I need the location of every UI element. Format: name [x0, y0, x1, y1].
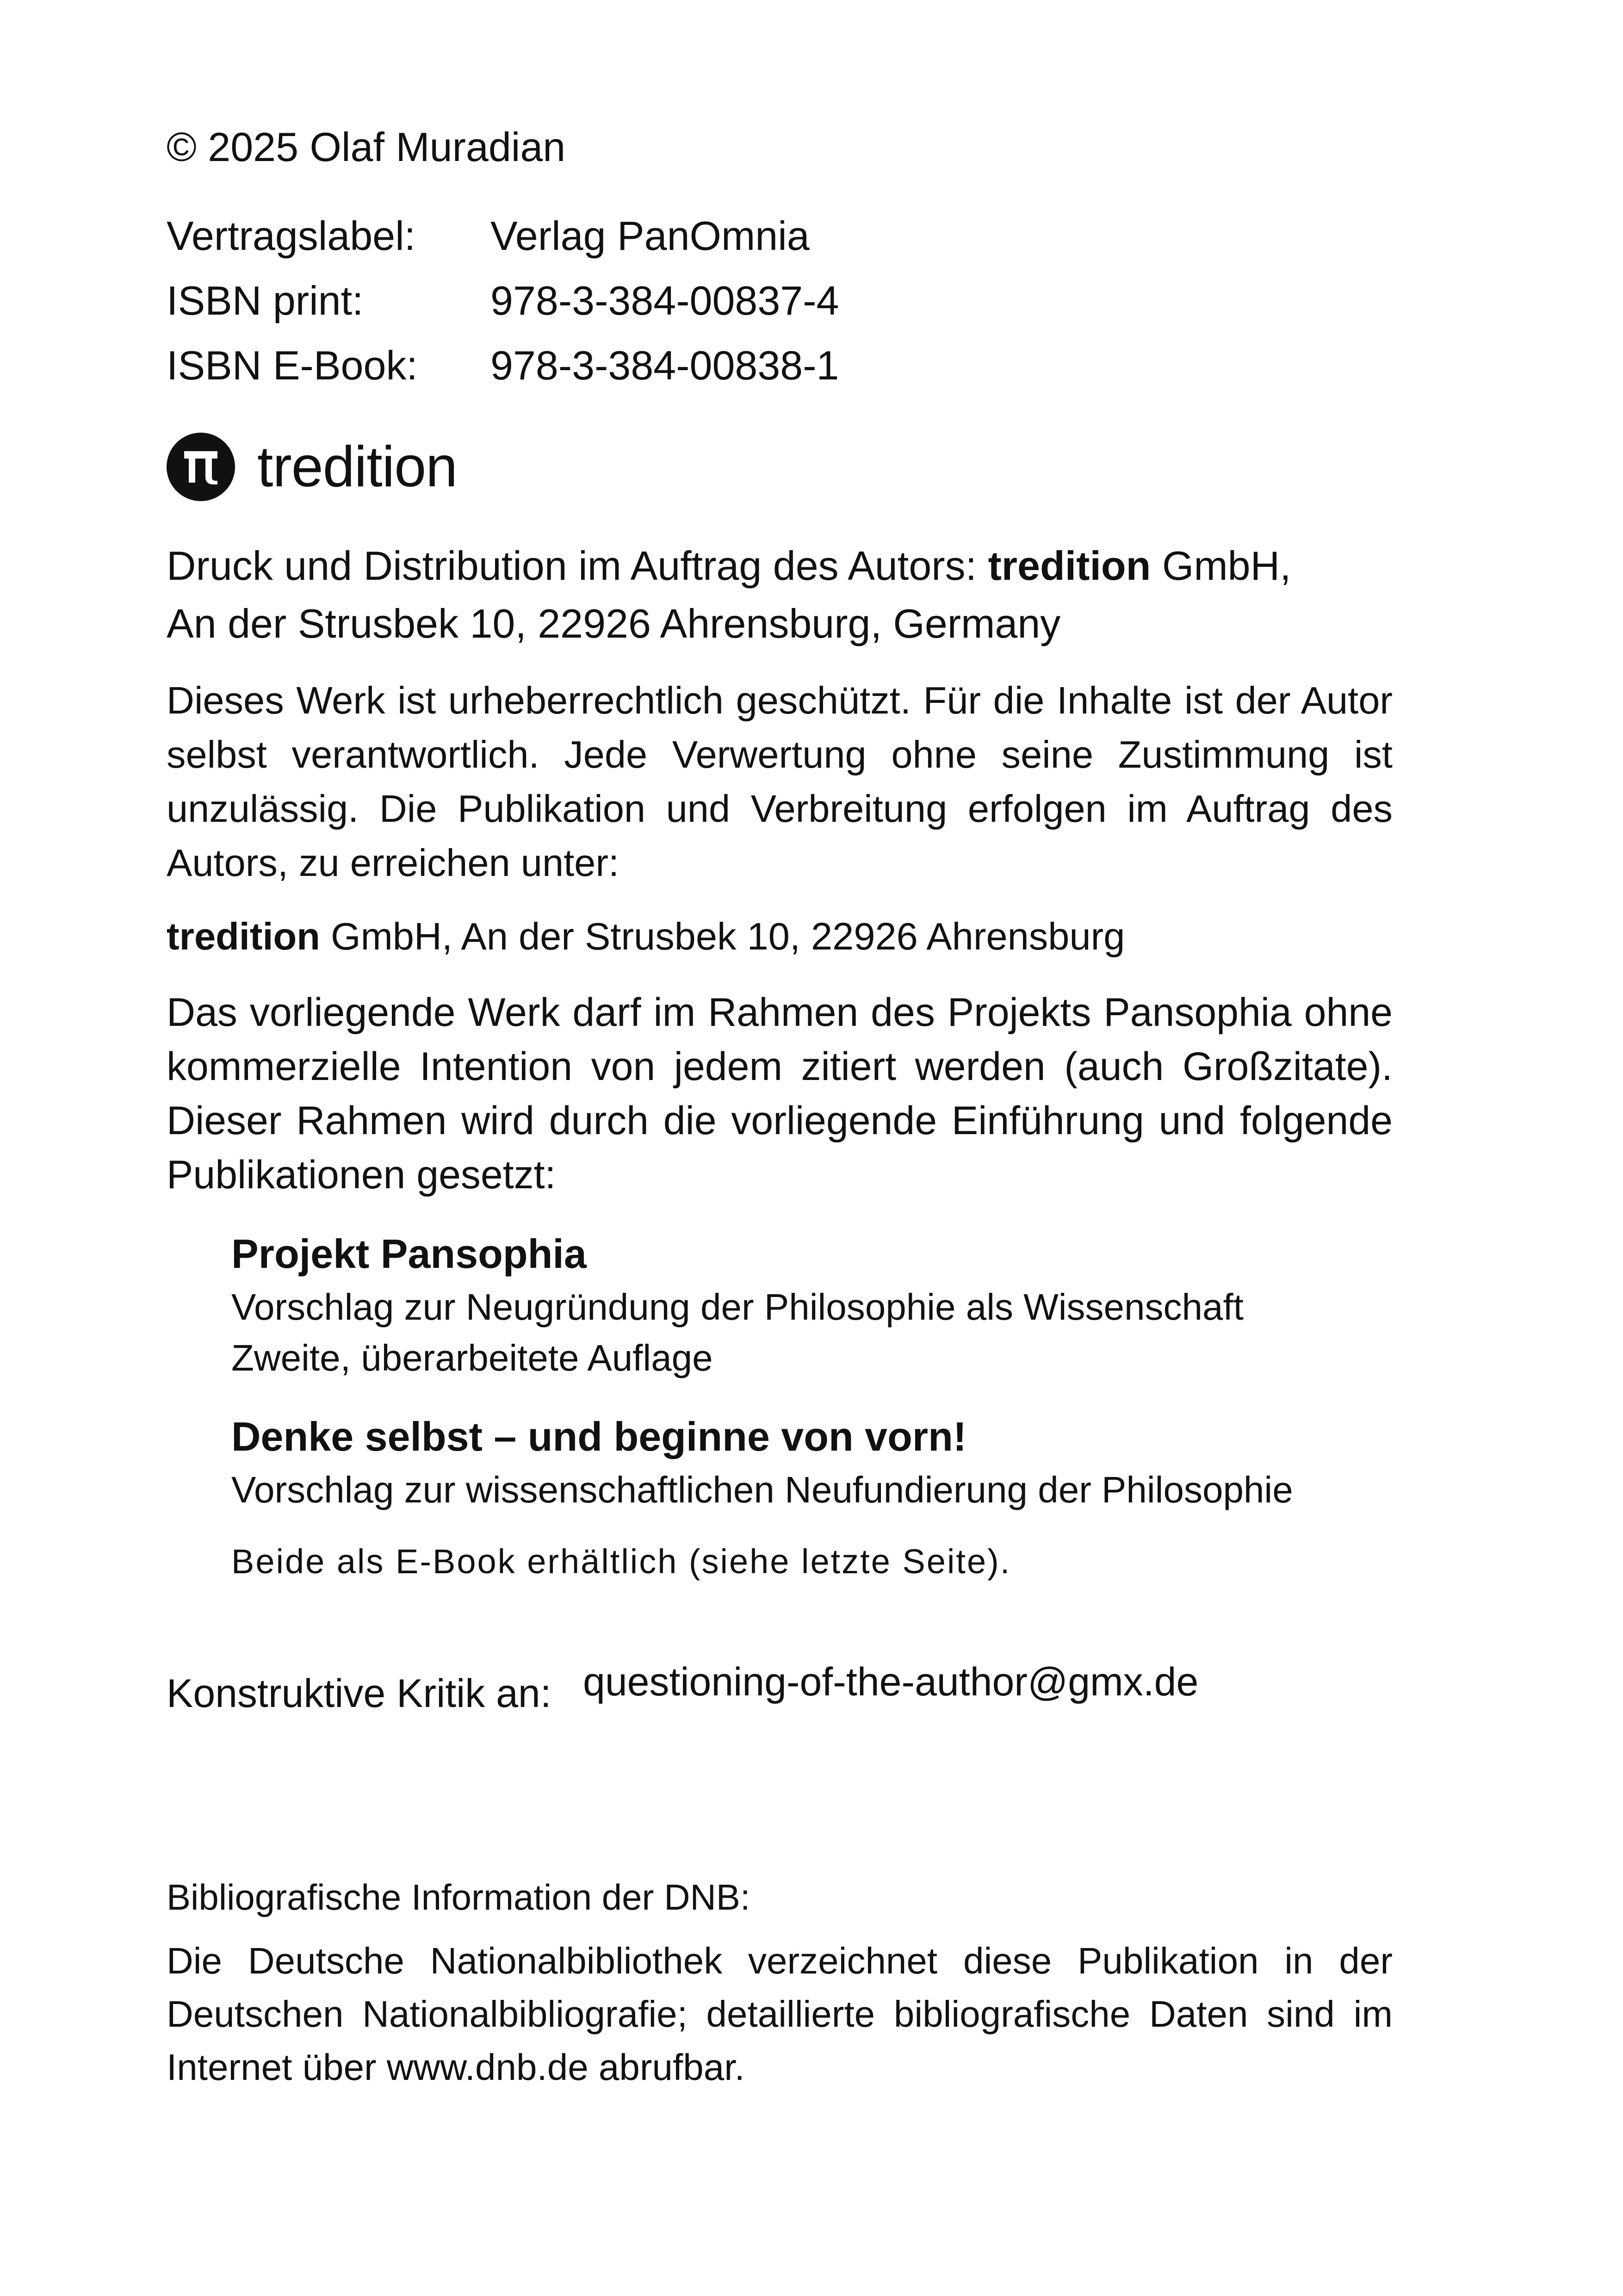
- publication-entry: [231, 1226, 1434, 1384]
- print-distribution-suffix: GmbH,: [1151, 543, 1291, 589]
- publication-subtitle: Vorschlag zur wissenschaftlichen Neufundierung der Philosophie: [231, 1469, 1293, 1510]
- publication-title: Projekt Pansophia: [231, 1231, 587, 1277]
- info-value: Verlag PanOmnia: [490, 213, 810, 259]
- address-rest: GmbH, An der Strusbek 10, 22926 Ahrensburg: [320, 915, 1125, 958]
- copyright-line: © 2025 Olaf Muradian: [167, 124, 566, 170]
- tredition-logo-icon: [167, 433, 235, 501]
- dnb-paragraph: Die Deutsche Nationalbibliothek verzeichnet diese Publikation in der Deutschen Nationalbibliografie; detaillierte bibliografische Daten sind im Internet über www.dnb.de abrufbar.: [167, 1940, 1393, 2088]
- publication-entry: [231, 1409, 1434, 1515]
- logo-wordmark: tredition: [257, 435, 458, 499]
- info-value: 978-3-384-00837-4: [490, 278, 839, 323]
- critique-email-address: questioning-of-the-author@gmx.de: [583, 1660, 1199, 1704]
- info-label: Vertragslabel:: [167, 213, 416, 259]
- print-distribution-prefix: Druck und Distribution im Auftrag des Autors:: [167, 543, 988, 589]
- publication-info-table: [167, 204, 839, 398]
- author-contact-address: [167, 909, 1125, 963]
- tredition-logo: [167, 433, 457, 501]
- critique-label: Konstruktive Kritik an:: [167, 1671, 551, 1716]
- publications-availability-note: Beide als E-Book erhältlich (siehe letzte Seite).: [231, 1542, 1011, 1581]
- company-name-bold: tredition: [167, 915, 320, 958]
- info-value: 978-3-384-00838-1: [490, 342, 839, 388]
- info-label: ISBN E-Book:: [167, 342, 418, 388]
- publication-title: Denke selbst – und beginne von vorn!: [231, 1414, 967, 1459]
- copyright-notice-paragraph: Dieses Werk ist urheberrechtlich geschützt. Für die Inhalte ist der Autor selbst verantwortlich. Jede Verwertung ohne seine Zustimmung ist unzulässig. Die Publikation und Verbreitung erfolgen im Auftrag des Autors, zu erreichen unter:: [167, 679, 1393, 884]
- publication-edition: Zweite, überarbeitete Auflage: [231, 1337, 713, 1378]
- info-row-isbn-print: [167, 268, 839, 333]
- publication-subtitle: Vorschlag zur Neugründung der Philosophie als Wissenschaft: [231, 1286, 1244, 1328]
- print-distribution-line2: An der Strusbek 10, 22926 Ahrensburg, Germany: [167, 601, 1061, 646]
- citation-permission-paragraph: Das vorliegende Werk darf im Rahmen des Projekts Pansophia ohne kommerzielle Intention von jedem zitiert werden (auch Großzitate). Dieser Rahmen wird durch die vorliegende Einführung und folgende Publikationen gesetzt:: [167, 990, 1393, 1197]
- info-row-isbn-ebook: [167, 333, 839, 398]
- print-distribution-line1: [167, 537, 1393, 595]
- info-label: ISBN print:: [167, 278, 364, 323]
- company-name-bold: tredition: [988, 543, 1151, 589]
- info-row-vertragslabel: [167, 204, 839, 268]
- dnb-heading: Bibliografische Information der DNB:: [167, 1877, 750, 1917]
- print-distribution-notice: [167, 537, 1393, 652]
